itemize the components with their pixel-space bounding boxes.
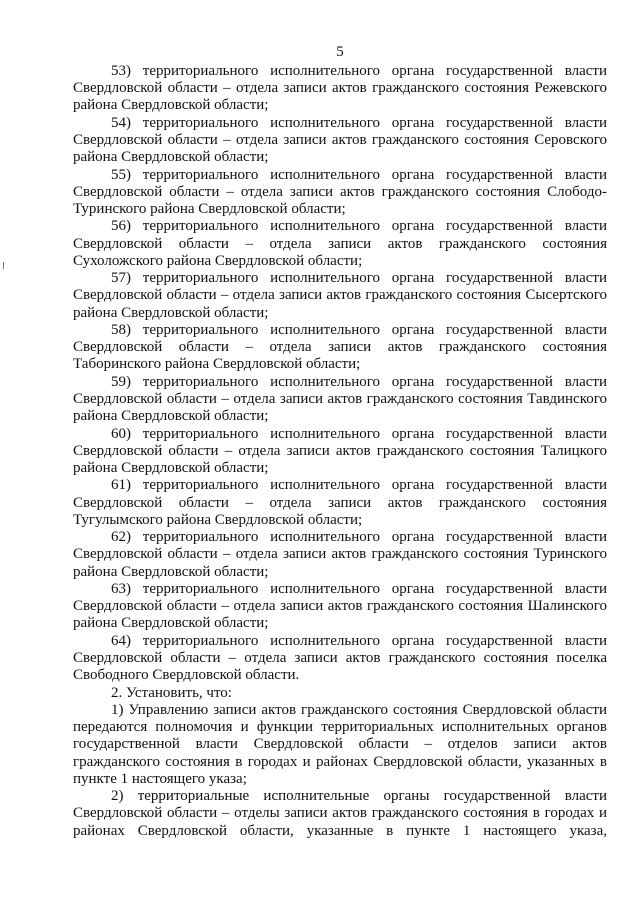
document-body	[73, 63, 607, 840]
list-item-64: 64) территориального исполнительного органа государственной власти Свердловской области – отдела записи актов гражданского состояния поселка Свободного Свердловской области.	[73, 632, 607, 684]
section-2-heading: 2. Установить, что:	[111, 684, 232, 701]
subitem-2: 2) территориальные исполнительные органы государственной власти Свердловской области – отделы записи актов гражданского состояния в городах и районах Свердловской области, указанные в пункте 1 настоящего указа,	[73, 788, 607, 839]
list-item-60: 60) территориального исполнительного органа государственной власти Свердловской области – отдела записи актов гражданского состояния Талицкого района Свердловской области;	[73, 425, 607, 476]
list-item-53: 53) территориального исполнительного органа государственной власти Свердловской области – отдела записи актов гражданского состояния Режевского района Свердловской области;	[73, 63, 607, 114]
list-item-61: 61) территориального исполнительного органа государственной власти Свердловской области – отдела записи актов гражданского состояния Тугулымского района Свердловской области;	[73, 477, 607, 528]
subitem-1: 1) Управлению записи актов гражданского состояния Свердловской области передаются полномочия и функции территориальных исполнительных органов государственной власти Свердловской области – отделов записи актов гражданского состояния в городах и районах Свердловской области, указанных в пункте 1 настоящего указа;	[73, 701, 607, 787]
list-item-55: 55) территориального исполнительного органа государственной власти Свердловской области – отдела записи актов гражданского состояния Слободо-Туринского района Свердловской области;	[73, 166, 607, 217]
list-item-57: 57) территориального исполнительного органа государственной власти Свердловской области – отдела записи актов гражданского состояния Сысертского района Свердловской области;	[73, 270, 607, 321]
margin-mark	[3, 262, 4, 269]
list-item-54: 54) территориального исполнительного органа государственной власти Свердловской области – отдела записи актов гражданского состояния Серовского района Свердловской области;	[73, 114, 607, 166]
list-item-56: 56) территориального исполнительного органа государственной власти Свердловской области – отдела записи актов гражданского состояния Сухоложского района Свердловской области;	[73, 218, 607, 269]
list-item-62: 62) территориального исполнительного органа государственной власти Свердловской области – отдела записи актов гражданского состояния Туринского района Свердловской области;	[73, 529, 607, 580]
list-item-58: 58) территориального исполнительного органа государственной власти Свердловской области – отдела записи актов гражданского состояния Таборинского района Свердловской области;	[73, 321, 607, 373]
list-item-59: 59) территориального исполнительного органа государственной власти Свердловской области – отдела записи актов гражданского состояния Тавдинского района Свердловской области;	[73, 373, 607, 425]
page-number: 5	[336, 44, 344, 60]
list-item-63: 63) территориального исполнительного органа государственной власти Свердловской области – отдела записи актов гражданского состояния Шалинского района Свердловской области;	[73, 580, 607, 632]
